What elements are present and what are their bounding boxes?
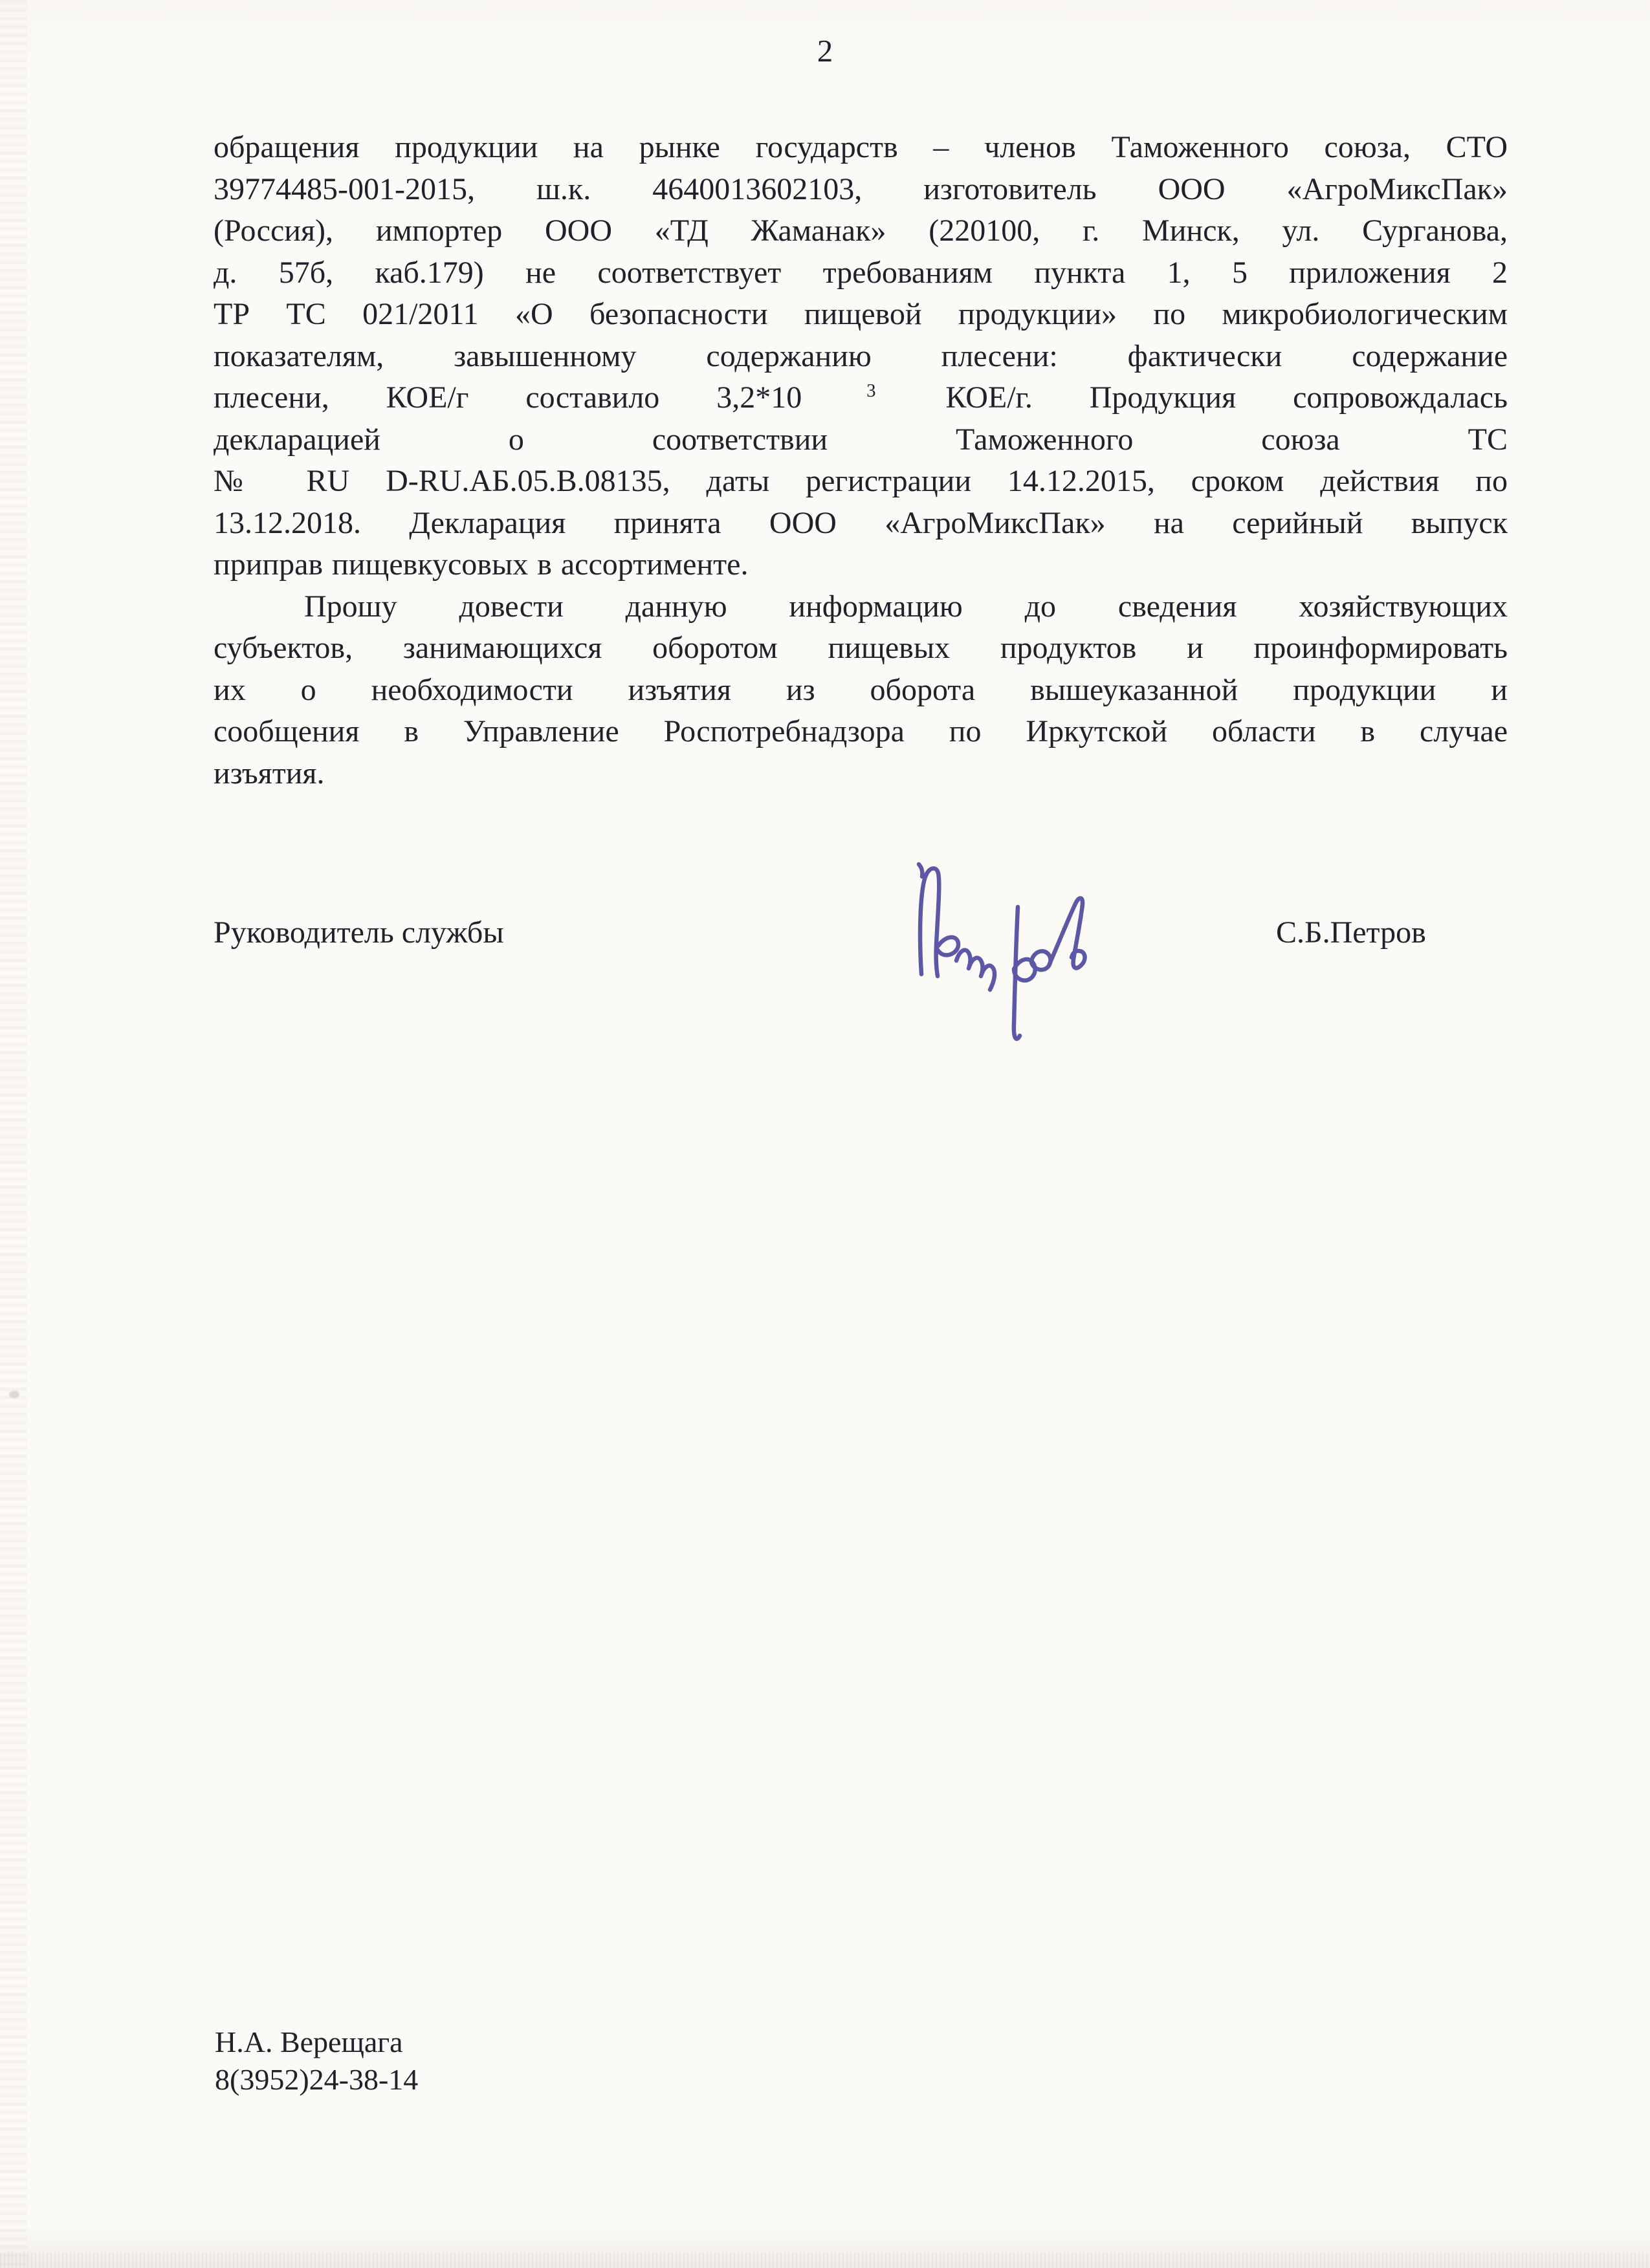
signature-stroke-tick [919, 864, 922, 877]
footer-contact-block [215, 2023, 418, 2099]
text-line: д. 57б, каб.179) не соответствует требованиям пункта 1, 5 приложения 2 [214, 255, 1508, 290]
text-line: сообщения в Управление Роспотребнадзора по Иркутской области в случае [214, 714, 1508, 748]
text-line: (Россия), импортер ООО «ТД Жаманак» (220100, г. Минск, ул. Сурганова, [214, 213, 1508, 248]
scan-bottom-edge-artifact [0, 2252, 1650, 2268]
contact-name: Н.А. Верещага [215, 2025, 403, 2058]
signature-stroke-t [956, 950, 995, 990]
text-line: приправ пищевкусовых в ассортименте. [214, 547, 749, 582]
handwritten-signature-ink [906, 855, 1100, 1049]
scan-left-edge-artifact [0, 0, 27, 2268]
text-line: 39774485-001-2015, ш.к. 4640013602103, изготовитель ООО «АгроМиксПак» [214, 171, 1508, 206]
text-line: ТР ТС 021/2011 «О безопасности пищевой продукции» по микробиологическим [214, 297, 1508, 331]
text-line: изъятия. [214, 756, 325, 791]
text-line: № RU D-RU.АБ.05.В.08135, даты регистрации 14.12.2015, сроком действия по [214, 464, 1508, 498]
signature-stroke-o [1031, 951, 1051, 970]
signer-position-label: Руководитель службы [214, 915, 504, 950]
paper-speck [9, 1391, 19, 1398]
text-line: 13.12.2018. Декларация принята ООО «АгроМиксПак» на серийный выпуск [214, 505, 1508, 540]
signature-stroke-p [920, 868, 939, 976]
text-line: обращения продукции на рынке государств – членов Таможенного союза, СТО [214, 130, 1508, 164]
text-line: декларацией о соответствии Таможенного союза ТС [214, 422, 1508, 457]
text-line: показателям, завышенному содержанию плесени: фактически содержание [214, 338, 1508, 373]
contact-phone: 8(3952)24-38-14 [215, 2063, 419, 2096]
signature-stroke-e [937, 937, 958, 955]
signer-name: С.Б.Петров [1276, 915, 1426, 950]
text-line: их о необходимости изъятия из оборота вышеуказанной продукции и [214, 672, 1508, 707]
signature-stroke-v [1050, 899, 1085, 968]
body-text [214, 127, 1508, 794]
text-line: плесени, КОЕ/г составило 3,2*10 $^3$ КОЕ/г. Продукция сопровождалась [214, 380, 1508, 415]
page-number: 2 [817, 33, 833, 69]
text-line: Прошу довести данную информацию до сведения хозяйствующих [304, 589, 1508, 624]
text-line: субъектов, занимающихся оборотом пищевых продуктов и проинформировать [214, 631, 1508, 665]
